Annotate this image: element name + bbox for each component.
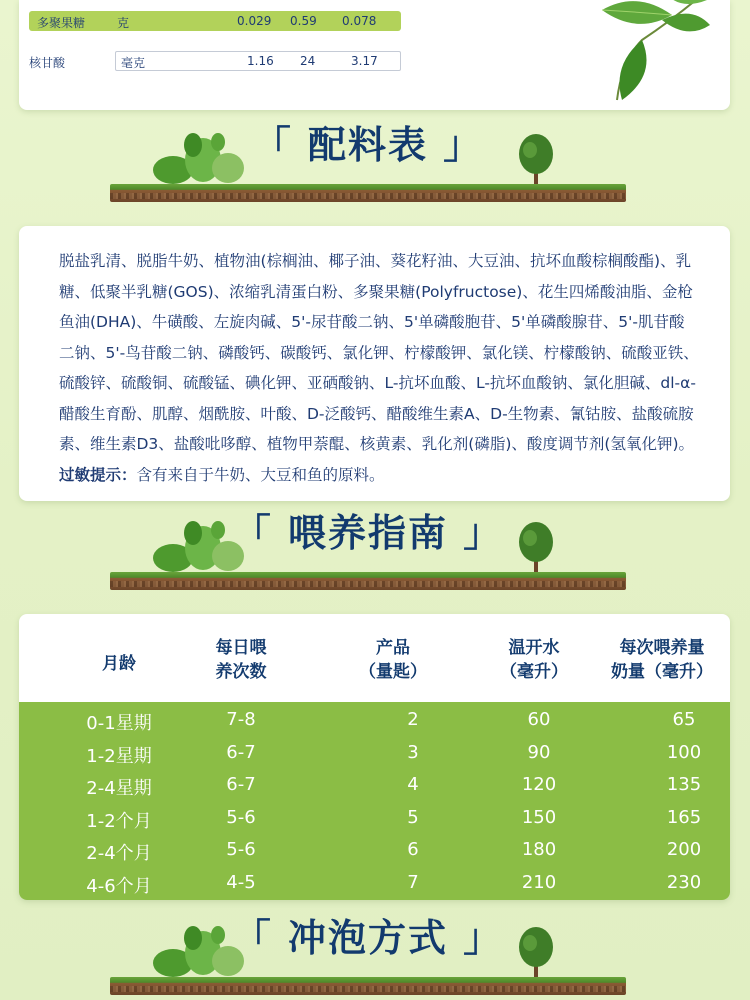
section-title: 「 配料表 」: [252, 123, 484, 167]
nutrient-value-3: 0.078: [342, 14, 377, 28]
table-cell: 100: [666, 741, 702, 763]
nutrient-value-2: 0.59: [290, 14, 317, 28]
table-cell: 6: [407, 839, 419, 860]
table-cell: 60: [527, 709, 551, 730]
table-cell: 6-7: [226, 741, 256, 763]
header-water: [474, 636, 594, 684]
table-cell: 2-4星期: [86, 778, 152, 799]
header-line: 奶量（毫升）: [611, 662, 713, 682]
allergy-label: 过敏提示：: [59, 465, 137, 484]
nutrient-unit: 克: [117, 16, 130, 30]
soil-strip: [110, 977, 626, 995]
table-cell: 5-6: [226, 839, 256, 860]
feeding-guide-table: [19, 614, 730, 900]
nutrient-value-2: 24: [300, 54, 316, 68]
table-cell: 0-1星期: [86, 713, 152, 734]
table-cell: 150: [521, 806, 557, 828]
table-cell: 165: [666, 806, 702, 828]
table-cell: 3: [407, 741, 419, 763]
table-row: [19, 769, 730, 801]
table-cell: 1-2个月: [86, 810, 152, 832]
header-scoops: [333, 636, 453, 684]
table-row: [19, 737, 730, 769]
nutrient-value-1: 0.029: [237, 14, 272, 28]
ingredients-list: 脱盐乳清、脱脂牛奶、植物油(棕榈油、椰子油、葵花籽油、大豆油、抗坏血酸棕榈酸酯)、乳糖、低聚半乳糖(GOS)、浓缩乳清蛋白粉、多聚果糖(Polyfructose)、花生四烯酸油脂、金枪鱼油(DHA)、牛磺酸、左旋肉碱、5'-尿苷酸二钠、5'单磷酸胞苷、5'单磷酸腺苷、5'-肌苷酸二钠、5'-鸟苷酸二钠、磷酸钙、碳酸钙、氯化钾、柠檬酸钾、氯化镁、柠檬酸钠、硫酸亚铁、硫酸锌、硫酸铜、硫酸锰、碘化钾、亚硒酸钠、L-抗坏血酸、L-抗坏血酸钠、氯化胆碱、dl-α-醋酸生育酚、肌醇、烟酰胺、叶酸、D-泛酸钙、醋酸维生素A、D-生物素、氰钴胺、盐酸硫胺素、维生素D3、盐酸吡哆醇、植物甲萘醌、核黄素、乳化剂(磷脂)、酸度调节剂(氢氧化钾)。: [59, 252, 699, 453]
section-header-feeding: [110, 500, 626, 590]
header-line: 产品: [376, 638, 410, 658]
nutrition-table-card: [19, 0, 730, 110]
header-line: 每日喂: [215, 638, 267, 658]
table-cell: 120: [521, 774, 557, 795]
nutrient-name: 核甘酸: [29, 56, 66, 70]
table-cell: 7-8: [226, 709, 256, 730]
table-cell: 4-5: [226, 871, 256, 893]
table-cell: 6-7: [226, 774, 256, 795]
table-cell: 210: [521, 871, 557, 893]
table-row: [19, 802, 730, 834]
header-line: （毫升）: [500, 662, 568, 682]
header-line: 养次数: [215, 662, 267, 682]
soil-strip: [110, 572, 626, 590]
header-age: [59, 652, 179, 676]
table-cell: 5-6: [226, 806, 256, 828]
nutrient-unit: 毫克: [121, 56, 146, 70]
header-line: 温开水: [508, 638, 560, 658]
table-cell: 65: [672, 709, 696, 730]
table-cell: 4-6个月: [86, 875, 152, 897]
table-cell: 4: [407, 774, 419, 795]
table-cell: 200: [666, 839, 702, 860]
table-row: [19, 834, 730, 866]
nutrition-row: [29, 51, 401, 71]
section-header-ingredients: [110, 112, 626, 202]
header-milk-per-feed: [597, 636, 727, 684]
section-title: 「 喂养指南 」: [232, 511, 504, 555]
nutrition-row: [29, 11, 401, 31]
table-cell: 2: [407, 709, 419, 730]
nutrient-value-3: 3.17: [351, 54, 378, 68]
header-line: 每次喂养量: [619, 638, 705, 658]
ingredients-card: [19, 226, 730, 501]
nutrient-value-1: 1.16: [247, 54, 274, 68]
nutrient-name: 多聚果糖: [37, 16, 86, 30]
table-cell: 1-2星期: [86, 745, 152, 767]
leaf-branch-icon: [582, 0, 712, 110]
header-feeds-per-day: [181, 636, 301, 684]
table-cell: 135: [666, 774, 702, 795]
allergy-text: 含有来自于牛奶、大豆和鱼的原料。: [136, 465, 385, 484]
table-row: [19, 867, 730, 899]
table-cell: 180: [521, 839, 557, 860]
table-cell: 230: [666, 871, 702, 893]
table-header: [19, 614, 730, 702]
table-row: [19, 704, 730, 736]
header-line: 月龄: [102, 654, 136, 674]
table-cell: 5: [407, 806, 419, 828]
table-cell: 7: [407, 871, 419, 893]
soil-strip: [110, 184, 626, 202]
table-cell: 2-4个月: [86, 843, 152, 864]
section-header-preparation: [110, 905, 626, 995]
table-body: [19, 702, 730, 900]
table-cell: 90: [527, 741, 551, 763]
header-line: （量匙）: [359, 662, 427, 682]
section-title: 「 冲泡方式 」: [232, 916, 504, 960]
ingredients-text-block: [59, 246, 699, 490]
